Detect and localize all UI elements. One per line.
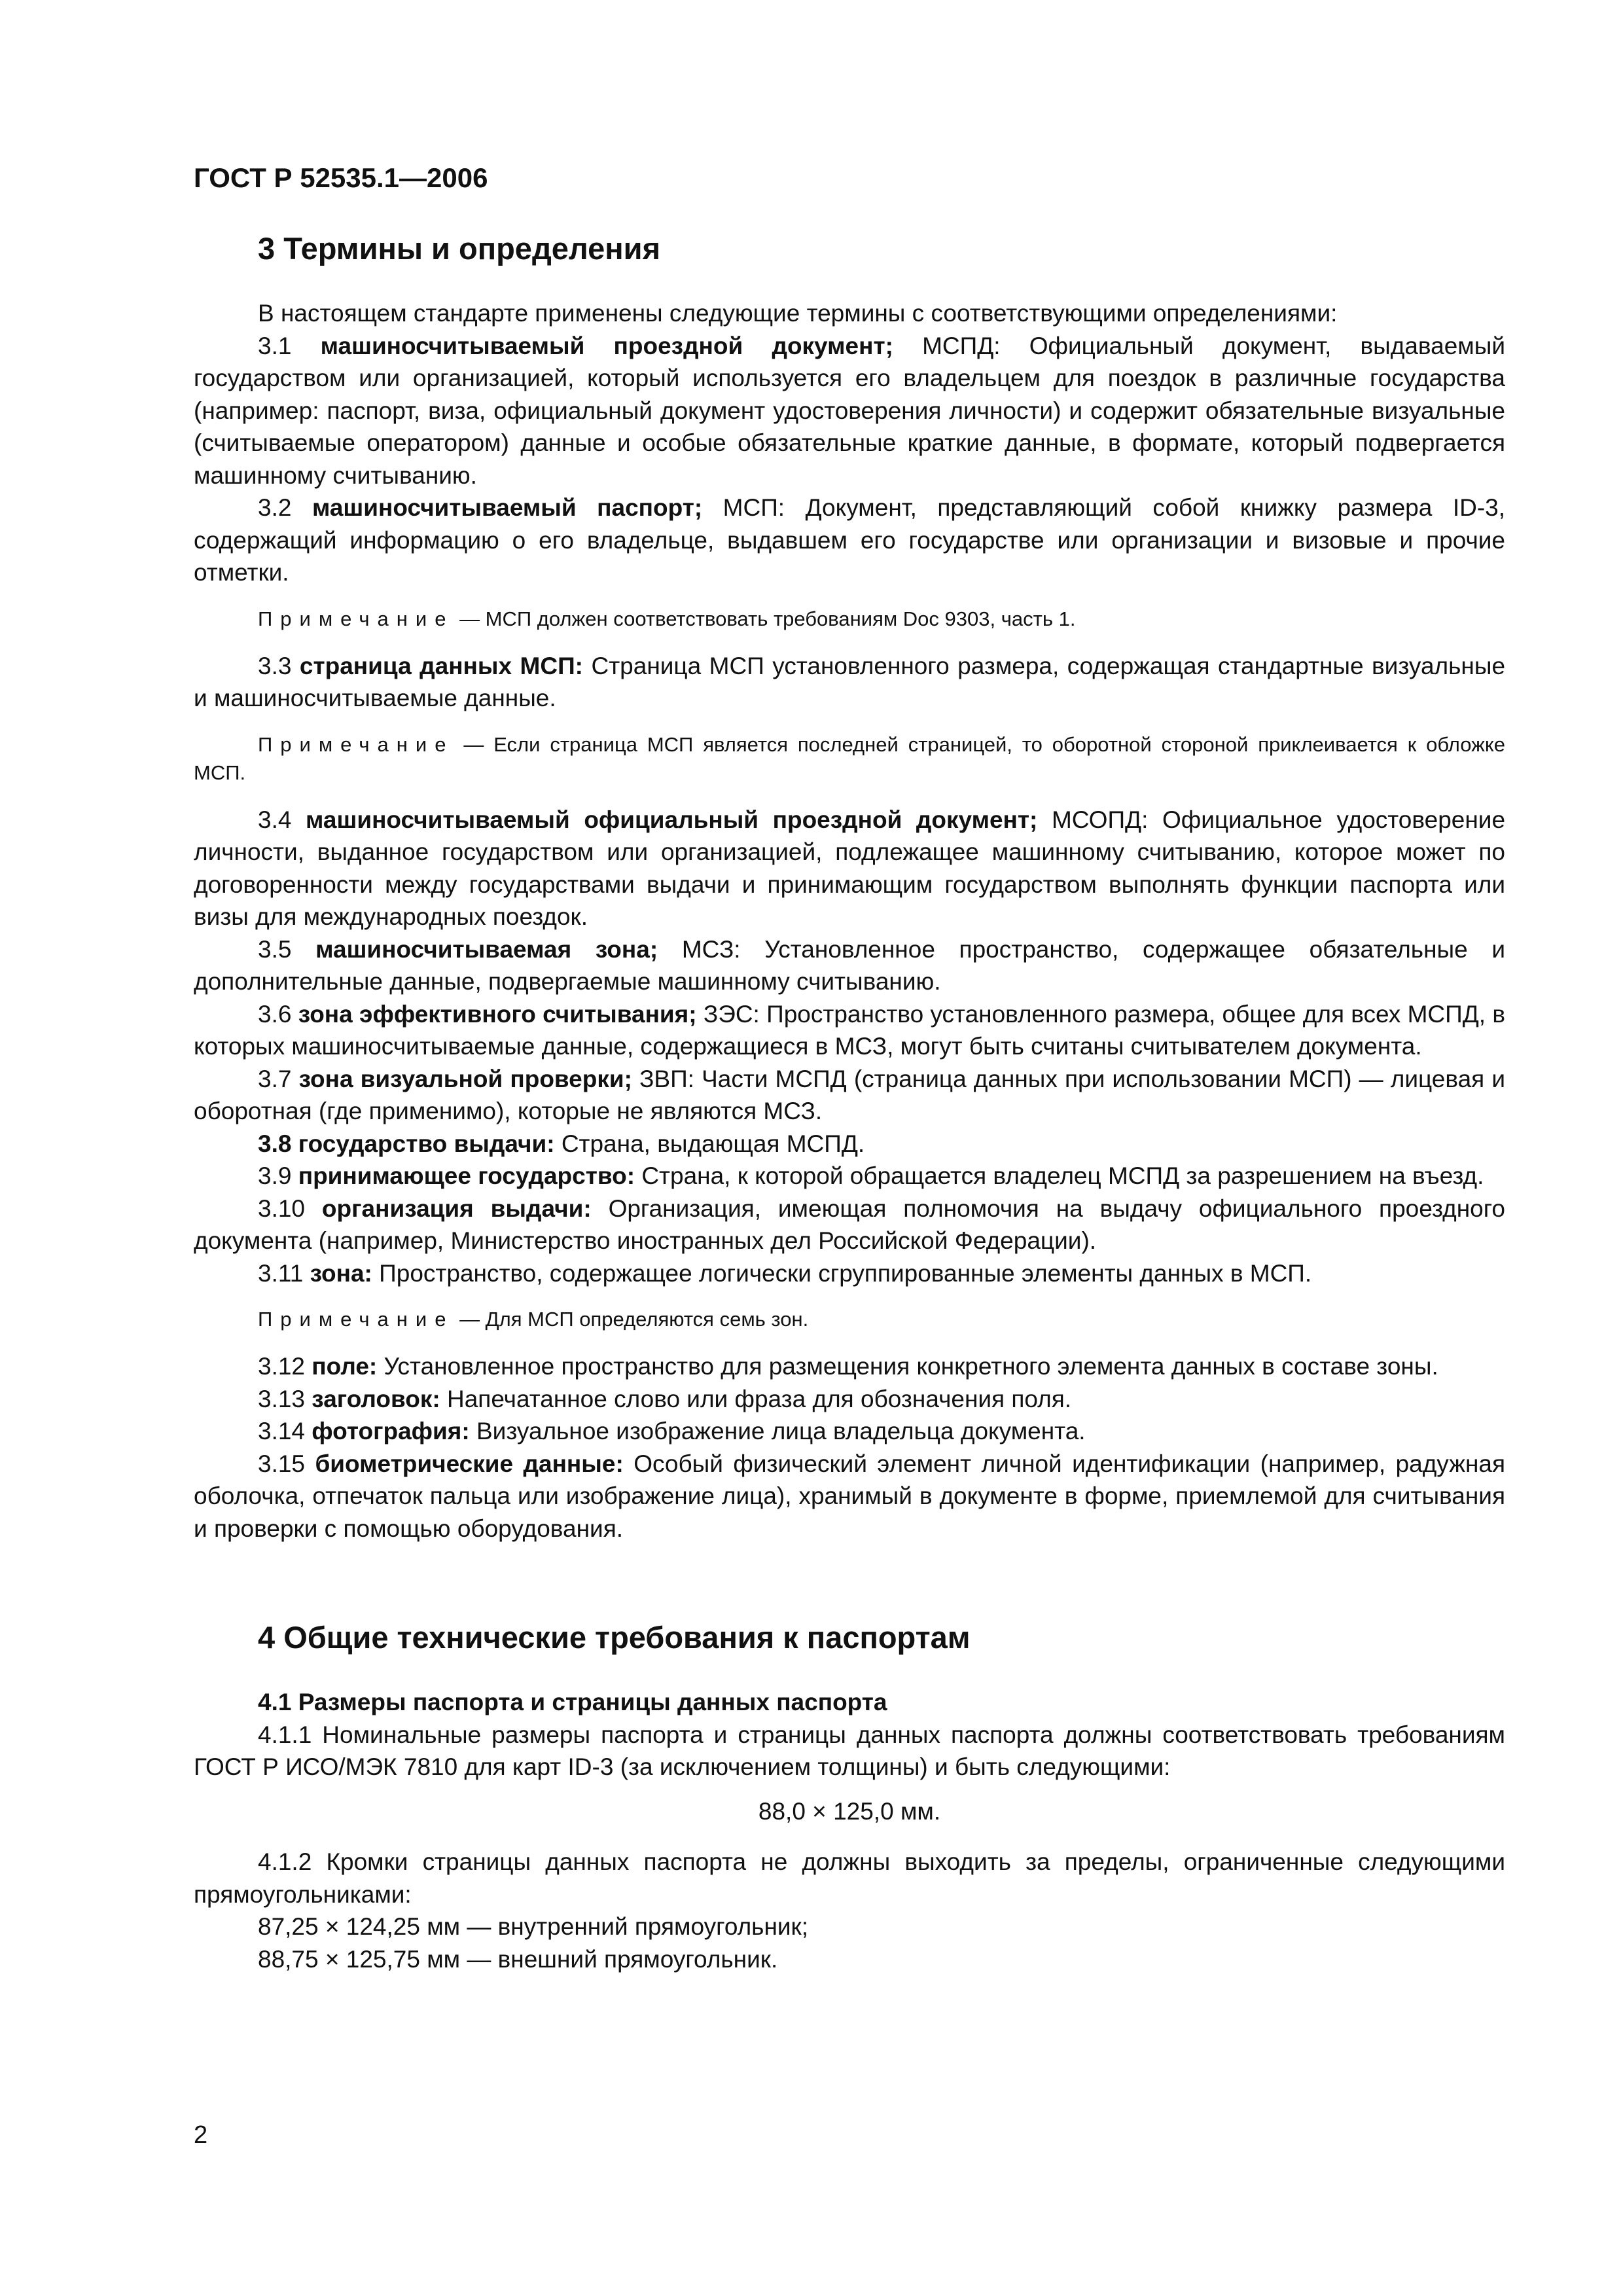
term-definition bbox=[194, 330, 1505, 492]
term-definition bbox=[194, 1350, 1505, 1383]
note bbox=[194, 730, 1505, 787]
term-number: 3.6 bbox=[258, 1000, 292, 1028]
term-text: ЗЭС: Пространство установленного размера, общее для всех МСПД, в которых машиносчитываемые данные, содержащиеся в МСЗ, могут быть считаны считывателем документа. bbox=[194, 1000, 1506, 1060]
term-definition bbox=[194, 1193, 1505, 1257]
term-text: Напечатанное слово или фраза для обозначения поля. bbox=[446, 1385, 1072, 1412]
note-text: — Если страница МСП является последней страницей, то оборотной стороной приклеивается к обложке МСП. bbox=[194, 732, 1505, 784]
term-name: заголовок: bbox=[312, 1385, 440, 1412]
term-number: 3.9 bbox=[258, 1162, 292, 1189]
term-text: Организация, имеющая полномочия на выдачу официального проездного документа (например, Министерство иностранных дел Российской Федерации). bbox=[194, 1194, 1505, 1254]
term-number: 3.5 bbox=[258, 935, 292, 963]
term-number: 3.14 bbox=[258, 1418, 306, 1444]
term-text: Особый физический элемент личной идентификации (например, радужная оболочка, отпечаток пальца или изображение лица), хранимый в документе в форме, приемлемой для считывания и проверки с помощью оборудования. bbox=[194, 1450, 1506, 1542]
term-number: 3.3 bbox=[258, 652, 292, 679]
term-definition bbox=[194, 492, 1505, 589]
term-name: машиносчитываемый проездной документ; bbox=[320, 332, 893, 359]
term-text: Страница МСП установленного размера, содержащая стандартные визуальные и машиносчитываемые данные. bbox=[194, 652, 1506, 711]
note-text: — Для МСП определяются семь зон. bbox=[459, 1308, 809, 1331]
dimension-formula: 88,0 × 125,0 мм. bbox=[758, 1797, 941, 1825]
term-name: зона: bbox=[310, 1259, 372, 1287]
term-number: 3.15 bbox=[258, 1450, 306, 1477]
term-definition bbox=[194, 933, 1505, 998]
term-name: биометрические данные: bbox=[315, 1450, 624, 1477]
term-number: 3.13 bbox=[258, 1385, 306, 1412]
note bbox=[194, 1305, 1505, 1333]
term-text: Визуальное изображение лица владельца документа. bbox=[476, 1418, 1086, 1444]
term-number: 3.1 bbox=[258, 332, 292, 359]
term-definition bbox=[194, 1383, 1505, 1416]
term-name: машиносчитываемая зона; bbox=[315, 935, 658, 963]
section-3-intro: В настоящем стандарте применены следующие термины с соответствующими определениями: bbox=[258, 300, 1338, 327]
term-name: поле: bbox=[312, 1353, 378, 1380]
term-number: 3.11 bbox=[258, 1259, 304, 1287]
paragraph-4-1-2: 4.1.2 Кромки страницы данных паспорта не должны выходить за пределы, ограниченные следующими прямоугольниками: bbox=[194, 1848, 1505, 1908]
note-label: Примечание bbox=[258, 607, 454, 630]
dimension-outer: 88,75 × 125,75 мм — внешний прямоугольник. bbox=[258, 1945, 778, 1973]
term-definition bbox=[194, 998, 1505, 1063]
term-definition bbox=[194, 1448, 1505, 1545]
term-definition bbox=[194, 650, 1505, 715]
term-name: фотография: bbox=[312, 1418, 470, 1444]
term-name: государство выдачи: bbox=[298, 1130, 555, 1157]
term-text: ЗВП: Части МСПД (страница данных при использовании МСП) — лицевая и оборотная (где применимо), которые не являются МСЗ. bbox=[194, 1065, 1506, 1124]
subsection-4-1-title: 4.1 Размеры паспорта и страницы данных паспорта bbox=[258, 1689, 887, 1715]
term-definition bbox=[194, 804, 1505, 933]
term-text: Пространство, содержащее логически сгруппированные элементы данных в МСП. bbox=[379, 1259, 1312, 1287]
term-text: Страна, выдающая МСПД. bbox=[561, 1130, 865, 1157]
term-name: зона визуальной проверки; bbox=[298, 1065, 632, 1092]
term-name: организация выдачи: bbox=[321, 1194, 592, 1222]
term-text: МСОПД: Официальное удостоверение личности, выданное государством или организацией, подлежащее машинному считыванию, которое может по договоренности между государствами выдачи и принимающим государством выполнять функции паспорта или визы для международных поездок. bbox=[194, 806, 1506, 930]
term-number: 3.12 bbox=[258, 1353, 306, 1380]
term-definition bbox=[194, 1063, 1505, 1128]
section-4-title: 4 Общие технические требования к паспортам bbox=[258, 1620, 971, 1655]
term-definition bbox=[194, 1415, 1505, 1448]
note-text: — МСП должен соответствовать требованиям Doc 9303, часть 1. bbox=[459, 607, 1076, 630]
term-definition bbox=[194, 1257, 1505, 1290]
term-number: 3.8 bbox=[258, 1130, 292, 1157]
term-number: 3.2 bbox=[258, 494, 292, 521]
term-text: МСЗ: Установленное пространство, содержащее обязательные и дополнительные данные, подвергаемые машинному считыванию. bbox=[194, 935, 1506, 995]
term-number: 3.10 bbox=[258, 1194, 306, 1222]
note bbox=[194, 605, 1505, 633]
term-number: 3.7 bbox=[258, 1065, 292, 1092]
term-text: МСПД: Официальный документ, выдаваемый государством или организацией, который используется его владельцем для поездок в различные государства (например: паспорт, виза, официальный документ удостоверения личности) и содержит обязательные визуальные (считываемые оператором) данные и особые обязательные краткие данные, в формате, который подвергается машинному считыванию. bbox=[194, 332, 1505, 489]
term-number: 3.4 bbox=[258, 806, 292, 833]
term-definition bbox=[194, 1160, 1505, 1193]
term-name: страница данных МСП: bbox=[299, 652, 584, 679]
running-header: ГОСТ Р 52535.1—2006 bbox=[194, 162, 488, 193]
dimension-inner: 87,25 × 124,25 мм — внутренний прямоугольник; bbox=[258, 1913, 809, 1940]
paragraph-4-1-1: 4.1.1 Номинальные размеры паспорта и страницы данных паспорта должны соответствовать требованиям ГОСТ Р ИСО/МЭК 7810 для карт ID-3 (за исключением толщины) и быть следующими: bbox=[194, 1721, 1505, 1780]
term-name: принимающее государство: bbox=[298, 1162, 635, 1189]
term-name: машиносчитываемый официальный проездной документ; bbox=[306, 806, 1038, 833]
page-number: 2 bbox=[194, 2121, 208, 2149]
page-content bbox=[194, 229, 1505, 1975]
section-3-title: 3 Термины и определения bbox=[258, 231, 660, 266]
term-definition bbox=[194, 1128, 1505, 1160]
note-label: Примечание bbox=[258, 732, 454, 756]
term-text: Страна, к которой обращается владелец МСПД за разрешением на въезд. bbox=[641, 1162, 1484, 1189]
term-text: Установленное пространство для размещения конкретного элемента данных в составе зоны. bbox=[383, 1353, 1438, 1380]
note-label: Примечание bbox=[258, 1308, 454, 1331]
term-name: машиносчитываемый паспорт; bbox=[312, 494, 703, 521]
term-text: МСП: Документ, представляющий собой книжку размера ID-3, содержащий информацию о его владельце, выдавшем его государстве или организации и визовые и прочие отметки. bbox=[194, 494, 1506, 586]
term-name: зона эффективного считывания; bbox=[298, 1000, 697, 1028]
